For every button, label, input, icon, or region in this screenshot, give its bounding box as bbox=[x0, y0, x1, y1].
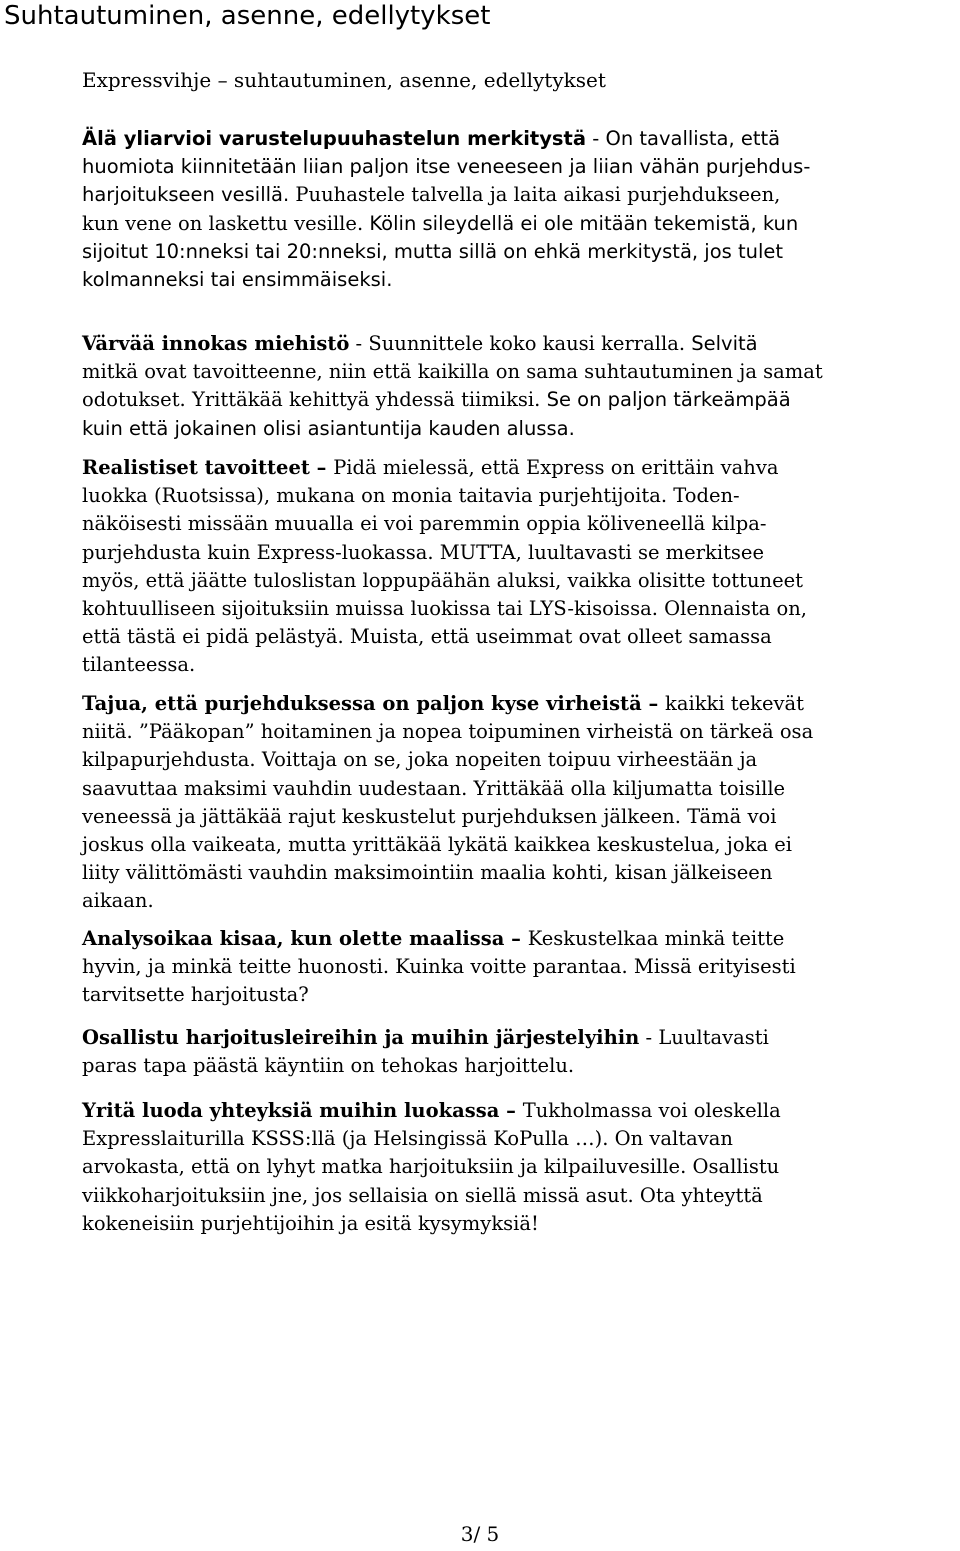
body-text: veneessä ja jättäkää rajut keskustelut purjehduksen jälkeen. Tämä voi bbox=[82, 804, 777, 828]
body-text: luokka (Ruotsissa), mukana on monia taitavia purjehtijoita. Toden- bbox=[82, 484, 740, 508]
body-text: niitä. ”Pääkopan” hoitaminen ja nopea toipuminen virheistä on tärkeä osa bbox=[82, 720, 814, 744]
text-line bbox=[82, 266, 960, 294]
body-text: arvokasta, että on lyhyt matka harjoituksiin ja kilpailuvesille. Osallistu bbox=[82, 1155, 780, 1179]
paragraph-yhteydet bbox=[82, 1097, 960, 1238]
body-text: aikaan. bbox=[82, 889, 154, 913]
text-line bbox=[82, 210, 960, 238]
body-text: Expresslaiturilla KSSS:llä (ja Helsingissä KoPulla …). On valtavan bbox=[82, 1127, 733, 1151]
body-text: Se on paljon tärkeämpää bbox=[546, 388, 791, 412]
body-text: tilanteessa. bbox=[82, 653, 196, 677]
body-text: purjehdusta kuin Express-luokassa. MUTTA, luultavasti se merkitsee bbox=[82, 540, 765, 564]
body-text: kohtuulliseen sijoituksiin muissa luokissa tai LYS-kisoissa. Olennaista on, bbox=[82, 597, 808, 621]
text-line bbox=[82, 330, 960, 358]
text-line bbox=[82, 925, 960, 953]
body-text: Keskustelkaa minkä teitte bbox=[527, 927, 785, 950]
text-line bbox=[82, 1182, 960, 1210]
body-text: kun vene on laskettu vesille. bbox=[82, 211, 370, 235]
text-line bbox=[82, 1210, 960, 1238]
body-text: Selvitä bbox=[691, 332, 758, 355]
bold-heading-text: – bbox=[499, 1099, 523, 1122]
bold-heading-text: Värvää innokas miehistö bbox=[82, 332, 350, 355]
text-line bbox=[82, 981, 960, 1009]
body-text: - On tavallista, että bbox=[586, 127, 781, 150]
text-line bbox=[82, 567, 960, 595]
body-text: että tästä ei pidä pelästyä. Muista, että useimmat ovat olleet samassa bbox=[82, 625, 772, 649]
text-line bbox=[82, 482, 960, 510]
text-line bbox=[82, 887, 960, 915]
body-text: paras tapa päästä käyntiin on tehokas harjoittelu. bbox=[82, 1054, 575, 1078]
body-text: Kölin sileydellä ei ole mitään tekemistä, kun bbox=[369, 211, 799, 235]
text-line bbox=[82, 539, 960, 567]
paragraph-varustelu bbox=[82, 125, 960, 294]
text-line bbox=[82, 595, 960, 623]
bold-heading-text: – bbox=[309, 456, 334, 479]
subheading: Expressvihje – suhtautuminen, asenne, edellytykset bbox=[82, 68, 606, 92]
bold-heading-text: – bbox=[504, 927, 528, 950]
text-line bbox=[82, 415, 960, 443]
body-text: sijoitut 10:nneksi tai 20:nneksi, mutta sillä on ehkä merkitystä, jos tulet bbox=[82, 239, 784, 263]
text-line bbox=[82, 746, 960, 774]
bold-heading-text: Analysoikaa kisaa, kun olette maalissa bbox=[82, 927, 505, 950]
body-text: Yrittäkää kehittyä yhdessä tiimiksi. bbox=[191, 388, 547, 412]
paragraph-analysointi bbox=[82, 925, 960, 1010]
body-text: hyvin, ja minkä teitte huonosti. Kuinka voitte parantaa. Missä erityisesti bbox=[82, 955, 796, 979]
body-text: harjoitukseen vesillä. bbox=[82, 183, 296, 207]
text-line bbox=[82, 690, 960, 718]
body-text: liity välittömästi vauhdin maksimointiin maalia kohti, kisan jälkeiseen bbox=[82, 861, 773, 885]
paragraph-miehisto bbox=[82, 330, 960, 443]
text-line bbox=[82, 358, 960, 386]
text-line bbox=[82, 1097, 960, 1125]
body-text: - Suunnittele koko kausi kerralla. bbox=[349, 332, 692, 355]
body-text: odotukset. bbox=[82, 388, 192, 412]
text-line bbox=[82, 1052, 960, 1080]
body-text: viikkoharjoituksiin jne, jos sellaisia on siellä missä asut. Ota yhteyttä bbox=[82, 1183, 763, 1207]
text-line bbox=[82, 1153, 960, 1181]
bold-heading-text: Osallistu harjoitusleireihin ja muihin järjestelyihin bbox=[82, 1026, 640, 1049]
body-text: kolmanneksi tai ensimmäiseksi. bbox=[82, 268, 393, 292]
paragraph-virheet bbox=[82, 690, 960, 916]
body-text: kuin että jokainen olisi asiantuntija kauden alussa. bbox=[82, 416, 575, 440]
body-text: huomiota kiinnitetään liian paljon itse veneeseen ja liian vähän purjehdus- bbox=[82, 155, 811, 179]
bold-heading-text: – bbox=[641, 692, 666, 715]
body-text: kokeneisiin purjehtijoihin ja esitä kysymyksiä! bbox=[82, 1211, 539, 1235]
text-line bbox=[82, 1024, 960, 1052]
text-line bbox=[82, 510, 960, 538]
text-line bbox=[82, 454, 960, 482]
text-line bbox=[82, 775, 960, 803]
body-text: myös, että jäätte tuloslistan loppupäähän aluksi, vaikka olisitte tottuneet bbox=[82, 568, 804, 592]
text-line bbox=[82, 859, 960, 887]
text-line bbox=[82, 238, 960, 266]
body-text: Puuhastele talvella ja laita aikasi purjehdukseen, bbox=[295, 183, 781, 207]
text-line bbox=[82, 386, 960, 414]
text-line bbox=[82, 623, 960, 651]
page-title: Suhtautuminen, asenne, edellytykset bbox=[4, 1, 491, 31]
body-text: joskus olla vaikeata, mutta yrittäkää lykätä kaikkea keskustelua, joka ei bbox=[82, 833, 792, 857]
bold-heading-text: Realistiset tavoitteet bbox=[82, 456, 310, 479]
body-text: mitkä ovat tavoitteenne, niin että kaikilla on sama suhtautuminen ja samat bbox=[82, 360, 823, 384]
text-line bbox=[82, 803, 960, 831]
body-text: Tukholmassa voi oleskella bbox=[522, 1099, 781, 1122]
paragraph-tavoitteet bbox=[82, 454, 960, 680]
text-line bbox=[82, 153, 960, 181]
bold-heading-text: Tajua, että purjehduksessa on paljon kyse virheistä bbox=[82, 692, 642, 715]
bold-heading-text: Yritä luoda yhteyksiä muihin luokassa bbox=[82, 1099, 500, 1122]
body-text: - Luultavasti bbox=[639, 1026, 769, 1049]
paragraph-harjoitusleirit bbox=[82, 1024, 960, 1080]
text-line bbox=[82, 831, 960, 859]
bold-heading-text: Älä yliarvioi varustelupuuhastelun merkitystä bbox=[82, 127, 587, 150]
text-line bbox=[82, 125, 960, 153]
body-text: saavuttaa maksimi vauhdin uudestaan. Yrittäkää olla kiljumatta toisille bbox=[82, 776, 786, 800]
body-text: tarvitsette harjoitusta? bbox=[82, 983, 309, 1007]
body-text: kilpapurjehdusta. Voittaja on se, joka nopeiten toipuu virheestään ja bbox=[82, 748, 758, 772]
body-text: näköisesti missään muualla ei voi paremmin oppia köliveneellä kilpa- bbox=[82, 512, 767, 536]
page-number: 3/ 5 bbox=[460, 1522, 500, 1546]
text-line bbox=[82, 651, 960, 679]
text-line bbox=[82, 181, 960, 209]
body-text: kaikki tekevät bbox=[665, 692, 804, 715]
text-line bbox=[82, 1125, 960, 1153]
body-text: Pidä mielessä, että Express on erittäin vahva bbox=[333, 456, 779, 479]
text-line bbox=[82, 718, 960, 746]
text-line bbox=[82, 953, 960, 981]
